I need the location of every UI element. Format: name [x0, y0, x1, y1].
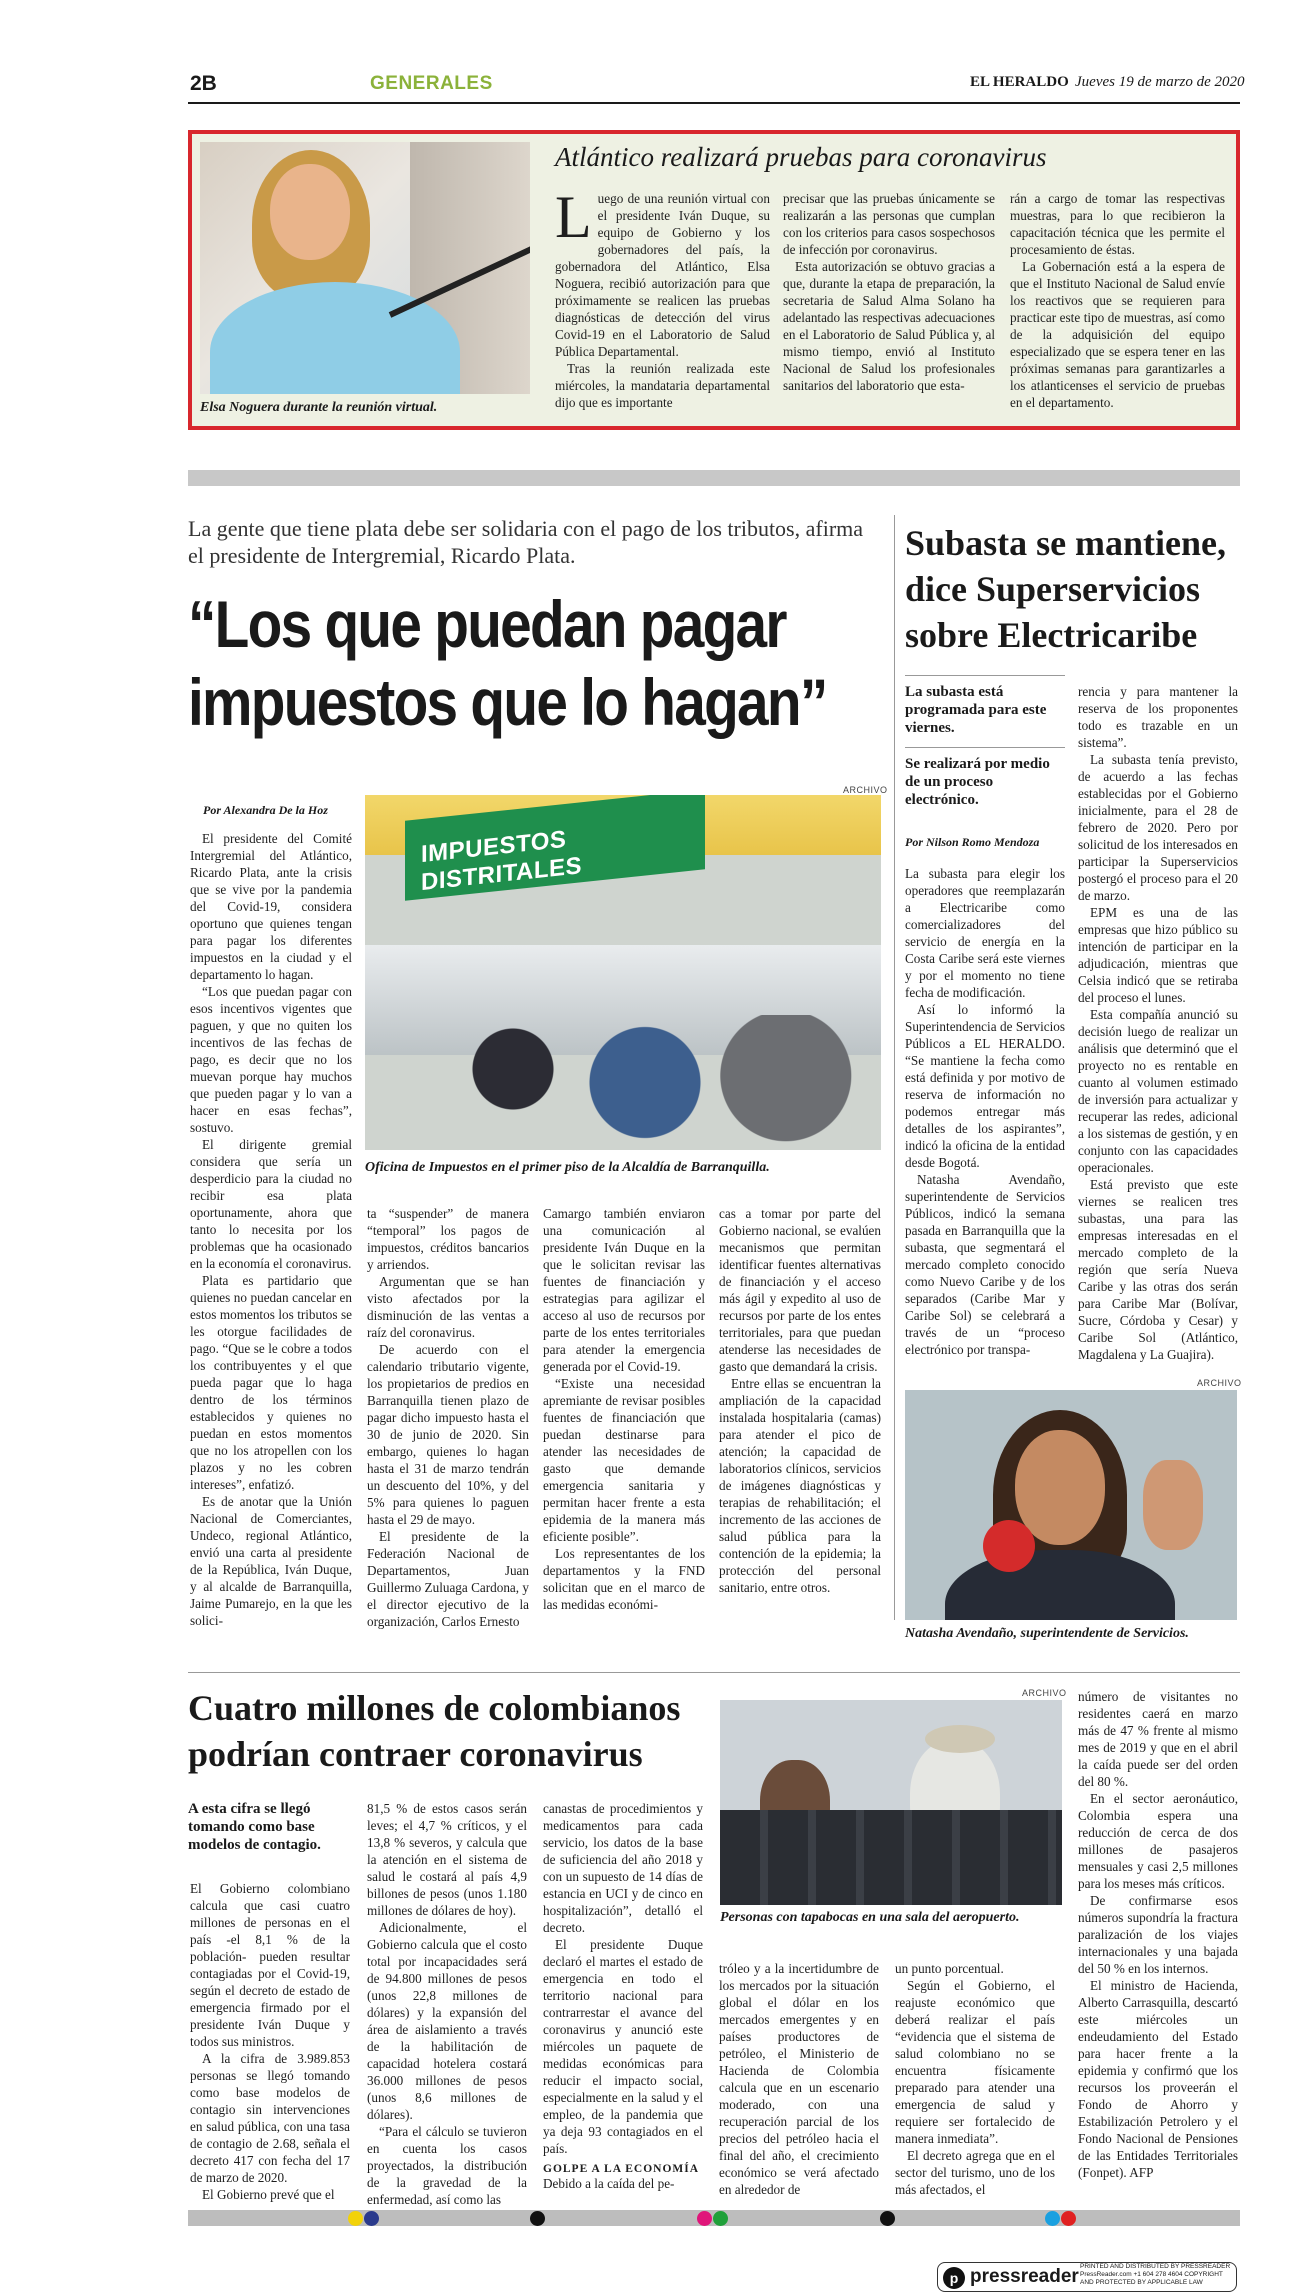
main-story-headline — [188, 585, 827, 741]
paragraph: “Los que puedan pagar con esos incentivos vigentes que paguen, y que no quiten los incentivos de las fechas de pago, es decir que no los muevan porque hay muchos que pueden pagar y lo van a hacer en esas fechas”, sostuvo. — [190, 984, 352, 1135]
registration-dot-yellow — [348, 2211, 363, 2226]
bottom-story-headline: Cuatro millones de colombianos podrían contraer coronavirus — [188, 1688, 681, 1774]
issue-date: Jueves 19 de marzo de 2020 — [1075, 74, 1245, 90]
bottom-story-subhead: A esta cifra se llegó tomando como base modelos de contagio. — [188, 1801, 321, 1853]
main-story-byline: Por Alexandra De la Hoz — [203, 803, 328, 817]
subheading: GOLPE A LA ECONOMÍA — [543, 2163, 700, 2175]
right-story-subhead-2: Se realizará por medio de un proceso electrónico. — [905, 756, 1050, 808]
bottom-story-column-4 — [719, 1960, 879, 2198]
main-story-deck: La gente que tiene plata debe ser solidaria con el pago de los tributos, afirma el presidente de Intergremial, Ricardo Plata. — [188, 516, 864, 568]
paragraph: “Para el cálculo se tuvieron en cuenta los casos proyectados, la distribución de la gravedad de la enfermedad, así como las — [367, 2124, 527, 2207]
paragraph: EPM es una de las empresas que hizo público su intención de participar en la adjudicación, mientras que Celsia indicó que se retiraba del proceso el lunes. — [1078, 905, 1238, 1005]
bottom-story-caption: Personas con tapabocas en una sala del aeropuerto. — [720, 1910, 1020, 1925]
right-story-byline: Por Nilson Romo Mendoza — [905, 835, 1040, 849]
paragraph: La Gobernación está a la espera de que el Instituto Nacional de Salud envíe los reactivos que se requieren para practicar este tipo de muestras, así como de la adquisición del equipo especializado que se espera tener en las próximas semanas para garantizarles a los atlanticenses el servicio de pruebas en el departamento. — [1010, 259, 1225, 410]
right-story-subhead-1: La subasta está programada para este viernes. — [905, 684, 1047, 736]
box-story-column-3 — [1010, 190, 1225, 411]
paragraph: El presidente Duque declaró el martes el estado de emergencia en todo el territorio nacional para contrarrestar el avance del coronavirus y anunció este miércoles un paquete de medidas económicas para reducir el impacto social, especialmente en la salud y el empleo, de la pandemia que ya deja 93 contagiados en el país. — [543, 1937, 703, 2156]
box-story-column-2 — [783, 190, 995, 394]
photo-sign-text: IMPUESTOS DISTRITALES — [421, 825, 583, 897]
paragraph: Argumentan que se han visto afectados por la disminución de las ventas a raíz del coronavirus. — [367, 1274, 529, 1340]
bottom-story-column-6 — [1078, 1688, 1238, 2181]
registration-dot-black — [530, 2211, 545, 2226]
registration-dot-red — [1061, 2211, 1076, 2226]
paragraph: A la cifra de 3.989.853 personas se llegó tomando como base modelos de contagio sin intervenciones en salud pública, con una tasa de contagio de 2.68, señala el decreto 417 con fecha del 17 de marzo de 2020. — [190, 2051, 350, 2185]
drop-cap: L — [555, 184, 592, 250]
paragraph: Según el Gobierno, el reajuste económico que deberá realizar el país “evidencia que el sistema de salud colombiano no se encuentra físicamente preparado para atender una emergencia de salud y requiere ser fortalecido de manera inmediata”. — [895, 1978, 1055, 2146]
paragraph: El decreto agrega que en el sector del turismo, uno de los más afectados, el — [895, 2148, 1055, 2197]
registration-dot-magenta — [697, 2211, 712, 2226]
paragraph: rán a cargo de tomar las respectivas muestras, para lo que recibieron la capacitación técnica que les permite el procesamiento de éstas. — [1010, 191, 1225, 257]
subhead-rule — [905, 747, 1065, 748]
paragraph: Camargo también enviaron una comunicación al presidente Iván Duque en la que le solicitan revisar las fuentes de financiación y estrategias para agilizar el acceso al uso de recursos por parte de los entes territoriales para atender la emergencia generada por el Covid-19. — [543, 1206, 705, 1374]
column-rule — [894, 515, 895, 1620]
paragraph: Tras la reunión realizada este miércoles, la mandataria departamental dijo que es importante — [555, 361, 770, 410]
paragraph: 81,5 % de estos casos serán leves; el 4,7 % críticos, y el 13,8 % severos, y calcula que la atención en el sistema de salud le costará al país 4,9 billones de pesos (unos 1.180 millones de dólares de hoy). — [367, 1801, 527, 1918]
right-story-caption: Natasha Avendaño, superintendente de Servicios. — [905, 1626, 1189, 1641]
header-rule — [188, 102, 1240, 104]
right-story-photo — [905, 1390, 1237, 1620]
registration-dot-cyan — [1045, 2211, 1060, 2226]
bottom-story-column-2 — [367, 1800, 527, 2208]
right-story-column-2 — [1078, 683, 1238, 1363]
paragraph: rencia y para mantener la reserva de los proponentes todo es trazable en un sistema”. — [1078, 684, 1238, 750]
paragraph: un punto porcentual. — [895, 1961, 1004, 1976]
page-number: 2B — [190, 72, 217, 95]
paragraph: La subasta para elegir los operadores que reemplazarán a Electricaribe como comercializadores del servicio de energía en la Costa Caribe será este viernes y por el momento no tiene fecha de modificación. — [905, 866, 1065, 1000]
main-story-column-1 — [190, 830, 352, 1629]
paragraph: cas a tomar por parte del Gobierno nacional, se evalúen mecanismos que permitan identificar fuentes alternativas de financiación y el acceso más ágil y expedito al uso de recursos por parte de los entes territoriales, para que puedan atenderse las necesidades de gasto que demandará la crisis. — [719, 1206, 881, 1374]
paragraph: ta “suspender” de manera “temporal” los pagos de impuestos, créditos bancarios y arriendos. — [367, 1206, 529, 1272]
paragraph: número de visitantes no residentes caerá en marzo más de 47 % frente al mismo mes de 2019 y que en el abril la caída puede ser del orden del 80 %. — [1078, 1689, 1238, 1789]
main-story-photo — [365, 795, 881, 1150]
registration-dot-black — [880, 2211, 895, 2226]
box-story-photo — [200, 142, 530, 394]
paragraph: El Gobierno colombiano calcula que casi cuatro millones de personas en el país -el 8,1 % de la población- pueden resultar contagiadas por el Covid-19, según el decreto de estado de emergencia firmado por el presidente Iván Duque y todos sus ministros. — [190, 1881, 350, 2049]
bottom-story-column-5 — [895, 1960, 1055, 2198]
pressreader-icon: p — [943, 2267, 965, 2289]
masthead: EL HERALDO — [970, 74, 1069, 90]
paragraph: Está previsto que este viernes se realicen tres subastas, una para las empresas interesadas en el mercado completo de la región que sería Nueva Caribe y las otras dos serán para Caribe Mar (Bolívar, Sucre, Córdoba y Cesar) y Caribe Sol (Atlántico, Magdalena y La Guajira). — [1078, 1177, 1238, 1362]
registration-dot-blue — [364, 2211, 379, 2226]
paragraph: Adicionalmente, el Gobierno calcula que el costo total por incapacidades será de 94.800 millones de pesos (unos 22,8 millones de dólares) y la expansión del área de aislamiento a través de la habilitación de capacidad hotelera costará 36.000 millones de pesos (unos 8,6 millones de dólares). — [367, 1920, 527, 2122]
bottom-story-column-1 — [190, 1880, 350, 2203]
box-story-column-1 — [555, 184, 770, 411]
main-story-column-2 — [367, 1205, 529, 1630]
paragraph: En el sector aeronáutico, Colombia espera una reducción de cerca de dos millones de pasajeros mensuales y casi 2,5 millones para los meses más críticos. — [1078, 1791, 1238, 1891]
paragraph: tróleo y a la incertidumbre de los mercados por la situación global el dólar en los mercados emergentes y en países productores de petróleo, el Ministerio de Hacienda de Colombia calcula que en un escenario moderado, con una recuperación parcial de los precios del petróleo hacia el final del año, el crecimiento económico se verá afectado en alrededor de — [719, 1961, 879, 2197]
bottom-story-column-3 — [543, 1800, 703, 2192]
section-title: GENERALES — [370, 73, 493, 94]
paragraph: Entre ellas se encuentran la ampliación de la capacidad instalada hospitalaria (camas) para atender el pico de atención; la capacidad de laboratorios clínicos, servicios de imágenes diagnósticas y terapias de rehabilitación; el incremento de las acciones de salud pública para la contención de la epidemia; la protección del personal sanitario, entre otros. — [719, 1376, 881, 1595]
paragraph: El dirigente gremial considera que sería un desperdicio para la ciudad no recibir esa plata oportunamente, ahora que tanto lo necesita por los problemas que ha ocasionado en la economía el coronavirus. — [190, 1137, 352, 1271]
paragraph: Debido a la caída del pe- — [543, 2176, 675, 2191]
paragraph: Esta autorización se obtuvo gracias a que, durante la etapa de preparación, la secretaria de Salud Alma Solano ha adelantado las respectivas adecuaciones en el Laboratorio de Salud Pública y, al mismo tiempo, envió al Instituto Nacional de Salud los profesionales sanitarios del laboratorio que esta- — [783, 259, 995, 393]
main-story-column-3 — [543, 1205, 705, 1613]
paragraph: El presidente del Comité Intergremial del Atlántico, Ricardo Plata, ante la crisis que se vive por la pandemia del Covid-19, considera oportuno que quienes tengan para pagar los diferentes impuestos en la ciudad y el departamento lo hagan. — [190, 831, 352, 982]
paragraph: El ministro de Hacienda, Alberto Carrasquilla, descartó este miércoles un endeudamiento del Estado para hacer frente a la epidemia y confirmó que los recursos los proveerán el Fondo de Ahorro y Estabilización Petrolero y el Fondo Nacional de Pensiones de las Entidades Territoriales (Fonpet). AFP — [1078, 1978, 1238, 2180]
right-story-column-1 — [905, 865, 1065, 1358]
right-story-headline: Subasta se mantiene, dice Superservicios sobre Electricaribe — [905, 523, 1227, 655]
paragraph: La subasta tenía previsto, de acuerdo a las fechas establecidas por el Gobierno inicialmente, para el 28 de febrero de 2020. Pero por solicitud de los interesados en participar la Superservicios postergó el proceso para el 20 de marzo. — [1078, 752, 1238, 903]
photo-credit: ARCHIVO — [1022, 1688, 1067, 1698]
paragraph: Plata es partidario que quienes no puedan cancelar en estos momentos los tributos se les otorgue facilidades de pago. “Que se le cobre a todos los contribuyentes y el que pueda pagar que lo haga dentro de los términos establecidos y quienes no puedan en estos momentos que no los atropellen con los plazos y no les cobren intereses”, enfatizó. — [190, 1273, 352, 1492]
section-rule — [188, 1672, 1240, 1673]
paragraph: Es de anotar que la Unión Nacional de Comerciantes, Undeco, regional Atlántico, envió una carta al presidente de la República, Iván Duque, y al alcalde de Barranquilla, Jaime Pumarejo, en la que les solici- — [190, 1494, 352, 1628]
paragraph: El presidente de la Federación Nacional de Departamentos, Juan Guillermo Zuluaga Cardona, y el director ejecutivo de la organización, Carlos Ernesto — [367, 1529, 529, 1629]
paragraph: De acuerdo con el calendario tributario vigente, los propietarios de predios en Barranquilla tienen plazo de pagar dicho impuesto hasta el 30 de junio de 2020. Sin embargo, quienes lo hagan hasta el 31 de marzo tendrán un descuento del 10%, y del 5% para quienes lo paguen hasta el 29 de mayo. — [367, 1342, 529, 1527]
paragraph: Los representantes de los departamentos y la FND solicitan que en el marco de las medidas económi- — [543, 1546, 705, 1612]
box-story-title: Atlántico realizará pruebas para coronavirus — [555, 142, 1047, 172]
paragraph: precisar que las pruebas únicamente se realizarán a las personas que cumplan con los criterios para casos sospechosos de infección por coronavirus. — [783, 191, 995, 257]
main-story-caption: Oficina de Impuestos en el primer piso de la Alcaldía de Barranquilla. — [365, 1160, 770, 1175]
paragraph: Así lo informó la Superintendencia de Servicios Públicos a EL HERALDO. “Se mantiene la fecha como está definida y por motivo de reserva de información no podemos entregar más detalles de los aspirantes”, indicó la oficina de la entidad desde Bogotá. — [905, 1002, 1065, 1170]
registration-dot-green — [713, 2211, 728, 2226]
box-story-caption: Elsa Noguera durante la reunión virtual. — [200, 400, 438, 415]
pressreader-logo: pressreader — [970, 2266, 1079, 2287]
paragraph: El Gobierno prevé que el — [202, 2187, 335, 2202]
pressreader-notice: PRINTED AND DISTRIBUTED BY PRESSREADER PressReader.com +1 604 278 4604 COPYRIGHT AND PROTECTED BY APPLICABLE LAW — [1080, 2263, 1231, 2286]
bottom-story-photo — [720, 1700, 1062, 1905]
photo-credit: ARCHIVO — [843, 785, 888, 795]
paragraph: De confirmarse esos números supondría la fractura paralización de los viajes internacionales y una bajada del 50 % en los internos. — [1078, 1893, 1238, 1976]
paragraph: Esta compañía anunció su decisión luego de realizar un análisis que determinó que el proyecto no es rentable en cuanto al volumen estimado de inversión para actualizar y recuperar las redes, adicional a los sistemas de gestión, y en conjunto con las capacidades operacionales. — [1078, 1007, 1238, 1175]
paragraph: “Existe una necesidad apremiante de revisar posibles fuentes de financiación que puedan destinarse para atender las necesidades de gasto que demande emergencia sanitaria y permitan hacer frente a esta epidemia de la manera más eficiente posible”. — [543, 1376, 705, 1544]
headline-line: impuestos que lo hagan” — [188, 665, 827, 739]
photo-credit: ARCHIVO — [1197, 1378, 1242, 1388]
paragraph: uego de una reunión virtual con el presidente Iván Duque, su equipo de Gobierno y los gobernadores del país, la gobernadora del Atlántico, Elsa Noguera, recibió autorización para que próximamente se realicen las pruebas diagnósticas de detección del virus Covid-19 en el Laboratorio de Salud Pública Departamental. — [555, 191, 770, 359]
subhead-rule — [905, 675, 1065, 676]
headline-line: “Los que puedan pagar — [188, 587, 786, 661]
divider-bar — [188, 470, 1240, 486]
paragraph: Natasha Avendaño, superintendente de Servicios Públicos, indicó la semana pasada en Barranquilla que la subasta, que segmentará el mercado completo conocido como Nuevo Caribe y de los separados (Caribe Mar y Caribe Sol) se celebrará a través de un “proceso electrónico por transpa- — [905, 1172, 1065, 1357]
main-story-column-4 — [719, 1205, 881, 1596]
paragraph: canastas de procedimientos y medicamentos para cada servicio, los datos de la base de suficiencia del año 2018 y con un supuesto de 14 días de estancia en UCI y de cinco en hospitalización”, detalló el decreto. — [543, 1801, 703, 1935]
